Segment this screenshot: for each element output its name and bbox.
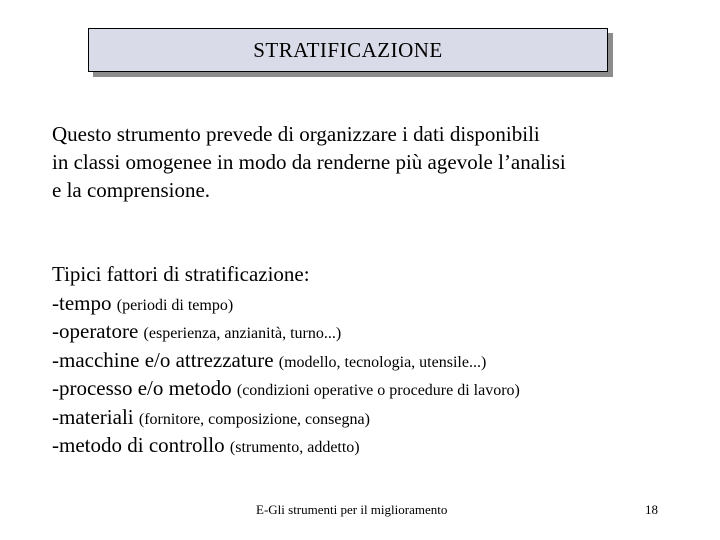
factor-detail: (fornitore, composizione, consegna): [138, 410, 370, 428]
factor-item: [52, 346, 702, 374]
factor-name: -metodo di controllo: [52, 432, 225, 457]
intro-line: in classi omogenee in modo da renderne più agevole l’analisi: [52, 150, 566, 174]
factor-detail: (esperienza, anzianità, turno...): [143, 325, 342, 343]
factor-item: [52, 431, 702, 459]
factor-item: [52, 374, 702, 402]
footer-text: E-Gli strumenti per il miglioramento: [256, 502, 448, 517]
factor-item: [52, 289, 702, 317]
factor-name: -processo e/o metodo: [52, 376, 232, 401]
factor-item: [52, 317, 702, 345]
page-title: STRATIFICAZIONE: [253, 37, 443, 62]
intro-paragraph: [52, 120, 672, 204]
factor-detail: (periodi di tempo): [116, 297, 234, 314]
intro-line: Questo strumento prevede di organizzare i dati disponibili: [52, 122, 540, 146]
factor-name: -operatore: [52, 319, 139, 344]
factor-item: [52, 403, 702, 431]
intro-line: e la comprensione.: [52, 178, 211, 202]
factor-detail: (strumento, addetto): [229, 438, 360, 456]
factor-detail: (condizioni operative o procedure di lavoro): [236, 382, 520, 400]
factor-name: -macchine e/o attrezzature: [52, 347, 274, 372]
factors-heading: Tipici fattori di stratificazione:: [52, 262, 310, 286]
factor-name: -tempo: [52, 291, 112, 315]
factor-detail: (modello, tecnologia, utensile...): [278, 353, 487, 371]
factor-name: -materiali: [52, 404, 134, 429]
page-number: 18: [645, 502, 658, 517]
factors-list: [52, 289, 702, 459]
title-box: [88, 28, 608, 72]
